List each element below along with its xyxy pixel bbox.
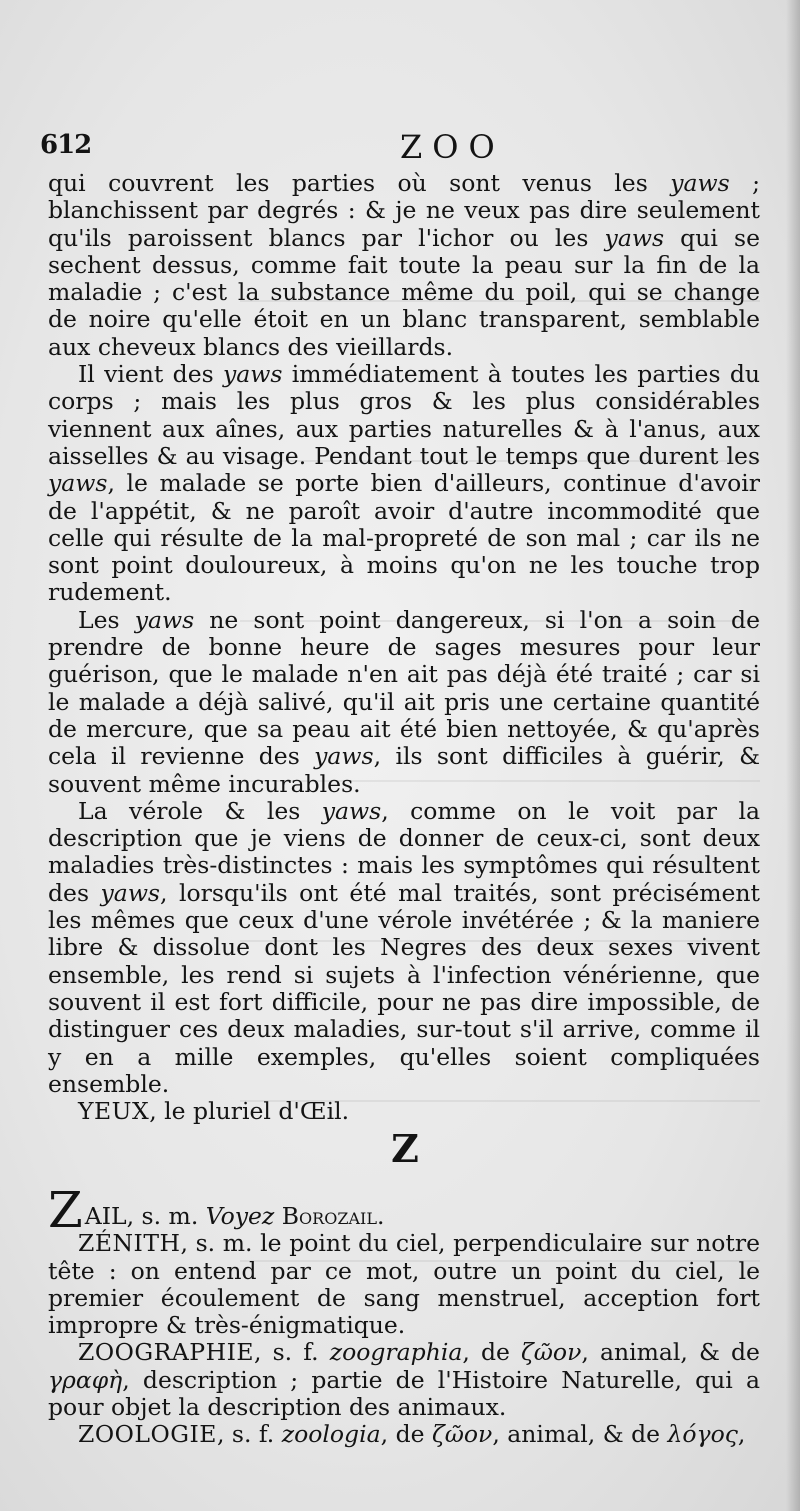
entry-text: , de (462, 1338, 522, 1367)
italic-term: yaws (314, 742, 374, 771)
paragraph (48, 361, 760, 607)
entry-definition: , le pluriel d'Œil. (149, 1097, 350, 1126)
entry-zoographie (48, 1339, 760, 1421)
paragraph (48, 798, 760, 1098)
paragraph (48, 170, 760, 361)
text-run: ne sont point dangereux, si l'on a soin de prendre de bonne heure de sages mesures pour leur guérison, que le malade n'en ait pas déjà été traité ; car si le malade a déjà salivé, qu'il ait pris une certaine quantité de mercure, que sa peau ait été bien nettoyée, & qu'après cela il revienne des (48, 605, 761, 771)
entry-term: AIL (84, 1202, 127, 1230)
italic-term: yaws (321, 796, 382, 825)
text-run: , lorsqu'ils ont été mal traités, sont précisément les mêmes que ceux d'une vérole invétérée ; & la maniere libre & dissolue dont les Negres des deux sexes vivent ensemble, les rend si sujets à l'infection vénérienne, que souvent il est fort difficile, pour ne pas dire impossible, de distinguer ces deux maladies, sur-tout s'il arrive, comme il y en a mille exemples, qu'elles soient compliquées ensemble. (48, 878, 760, 1098)
page-number: 612 (40, 130, 92, 160)
entry-gram: , s. f. (254, 1338, 330, 1367)
text-run: La vérole & les (78, 796, 322, 825)
entry-yeux (48, 1098, 760, 1125)
entry-definition: , s. m. le point du ciel, perpendiculaire sur notre tête : on entend par ce mot, outre un point du ciel, le premier écoulement de sang menstruel, acception fort impropre & très-énigmatique. (48, 1229, 760, 1340)
entry-gram: , s. m. (126, 1202, 206, 1230)
greek-word: γραφὴ (48, 1365, 123, 1394)
entry-text: , animal, & de (492, 1420, 668, 1449)
text-run: , comme on le voit par la description que je viens de donner de ceux-ci, sont deux maladies très-distinctes : mais les symptômes qui résultent des (48, 796, 760, 907)
text-run: , le malade se porte bien d'ailleurs, continue d'avoir de l'appétit, & ne paroît avoir d'autre incommodité que celle qui résulte de la mal-propreté de son mal ; car ils ne sont point douloureux, à moins qu'on ne les touche trop rudement. (48, 469, 760, 607)
italic-term: yaws (670, 169, 730, 197)
italic-term: yaws (223, 360, 283, 389)
entry-term: ZÉNITH (78, 1229, 181, 1258)
italic-term: yaws (100, 878, 160, 907)
text-run: Les (78, 605, 135, 634)
text-run: immédiatement à toutes les parties du corps ; mais les plus gros & les plus considérables viennent aux aînes, aux parties naturelles & à l'anus, aux aisselles & au visage. Pendant tout le temps que durent les (48, 360, 760, 470)
z-entries (48, 1181, 760, 1449)
italic-term: yaws (604, 223, 665, 252)
italic-term: yaws (48, 469, 108, 498)
entry-text: , description ; partie de l'Histoire Naturelle, qui a pour objet la description des animaux. (48, 1365, 760, 1422)
cross-reference: Borozail. (274, 1202, 385, 1230)
entry-text: , (737, 1420, 746, 1449)
voyez-label: Voyez (205, 1202, 275, 1230)
entry-zoologie (48, 1421, 760, 1448)
paragraph (48, 607, 760, 798)
section-letter: Z (391, 1126, 419, 1171)
entry-term: ZOOGRAPHIE (78, 1338, 255, 1367)
body-text (48, 170, 760, 1125)
greek-word: ζῶον (521, 1338, 582, 1367)
latin-term: zoologia (281, 1420, 381, 1449)
entry-text: , de (380, 1420, 432, 1449)
latin-term: zoographia (329, 1338, 463, 1367)
running-head: ZOO (400, 128, 505, 166)
entry-term: ZOOLOGIE (78, 1420, 217, 1449)
greek-word: λόγος (667, 1420, 738, 1449)
text-run: ; blanchissent par degrés : & je ne veux pas dire seulement qu'ils paroissent blancs par l'ichor ou les (48, 169, 760, 252)
entry-text: , animal, & de (581, 1338, 760, 1367)
text-run: qui couvrent les parties où sont venus les (48, 169, 671, 197)
text-run: , ils sont difficiles à guérir, & souvent même incurables. (48, 742, 760, 798)
page-edge-shadow (786, 0, 800, 1511)
italic-term: yaws (134, 605, 195, 634)
page-header (40, 128, 760, 168)
entry-term: YEUX (78, 1097, 150, 1126)
drop-initial: Z (48, 1181, 83, 1239)
entry-gram: , s. f. (216, 1420, 282, 1449)
entry-zail (48, 1181, 760, 1239)
text-run: qui se sechent dessus, comme fait toute la peau sur la fin de la maladie ; c'est la substance même du poil, qui se change de noire qu'elle étoit en un blanc transparent, semblable aux cheveux blancs des vieillards. (48, 223, 760, 361)
text-run: Il vient des (78, 360, 223, 389)
greek-word: ζῶον (432, 1420, 493, 1449)
entry-zenith (48, 1230, 760, 1339)
